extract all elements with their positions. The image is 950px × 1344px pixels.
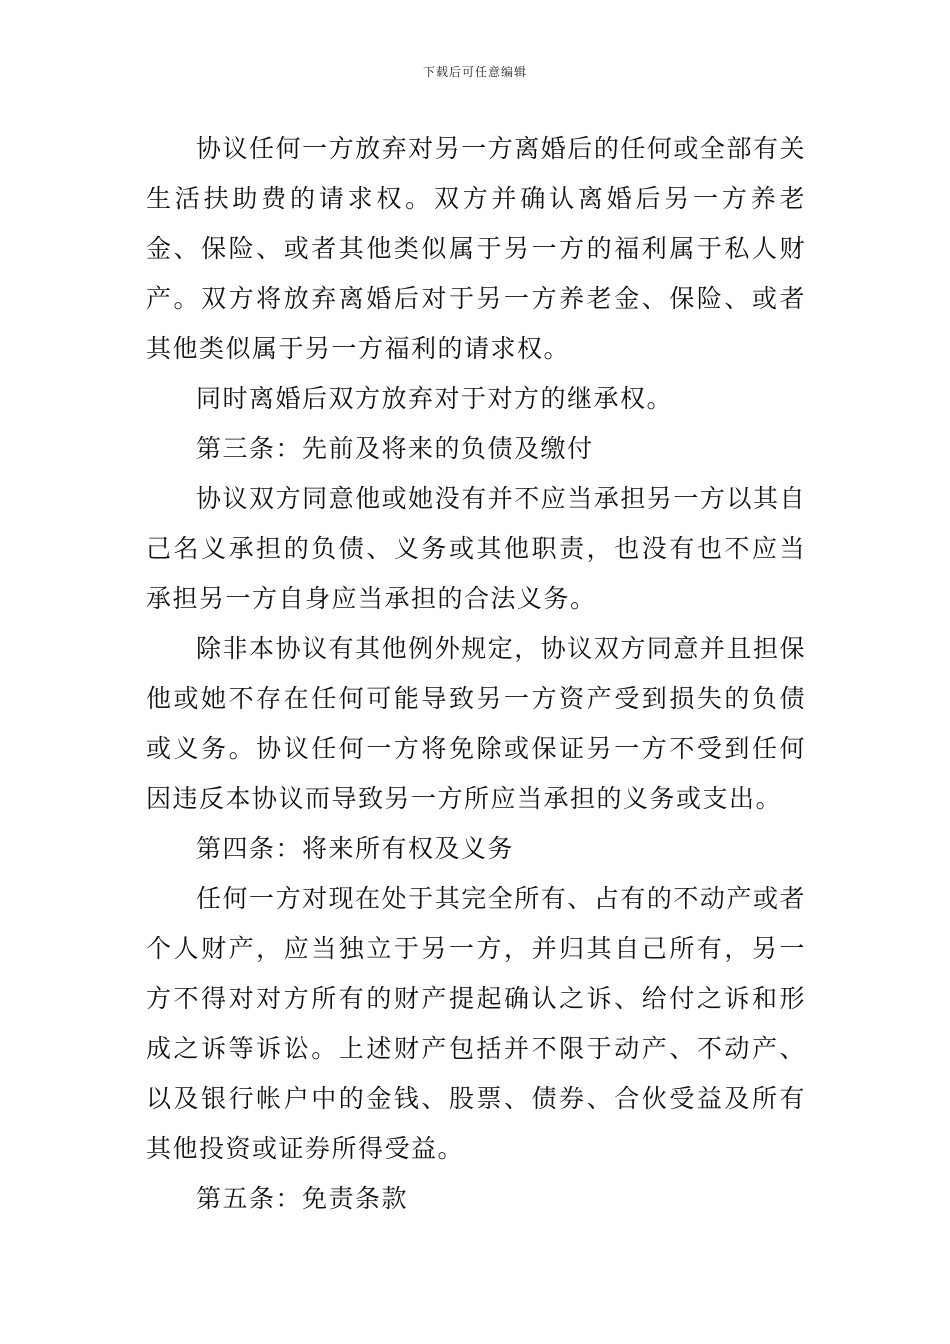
document-body — [146, 124, 806, 1224]
page-header-note: 下载后可任意编辑 — [422, 65, 527, 79]
clause-5-title: 第五条：免责条款 — [196, 1184, 409, 1213]
clause-4-title: 第四条：将来所有权及义务 — [196, 834, 515, 863]
paragraph-debt-responsibility: 协议双方同意他或她没有并不应当承担另一方以其自己名义承担的负债、义务或其他职责，也没有也不应当承担另一方自身应当承担的合法义务。 — [146, 484, 806, 613]
paragraph-property-ownership: 任何一方对现在处于其完全所有、占有的不动产或者个人财产，应当独立于另一方，并归其自己所有，另一方不得对对方所有的财产提起确认之诉、给付之诉和形成之诉等诉讼。上述财产包括并不限于动产、不动产、以及银行帐户中的金钱、股票、债券、合伙受益及所有其他投资或证券所得受益。 — [146, 884, 806, 1163]
paragraph-inheritance-waiver: 同时离婚后双方放弃对于对方的继承权。 — [196, 384, 674, 413]
paragraph-alimony-waiver: 协议任何一方放弃对另一方离婚后的任何或全部有关生活扶助费的请求权。双方并确认离婚后另一方养老金、保险、或者其他类似属于另一方的福利属于私人财产。双方将放弃离婚后对于另一方养老金、保险、或者其他类似属于另一方福利的请求权。 — [146, 134, 806, 363]
clause-3-title: 第三条：先前及将来的负债及缴付 — [196, 434, 594, 463]
paragraph-debt-guarantee: 除非本协议有其他例外规定，协议双方同意并且担保他或她不存在任何可能导致另一方资产受到损失的负债或义务。协议任何一方将免除或保证另一方不受到任何因违反本协议而导致另一方所应当承担的义务或支出。 — [146, 634, 806, 813]
